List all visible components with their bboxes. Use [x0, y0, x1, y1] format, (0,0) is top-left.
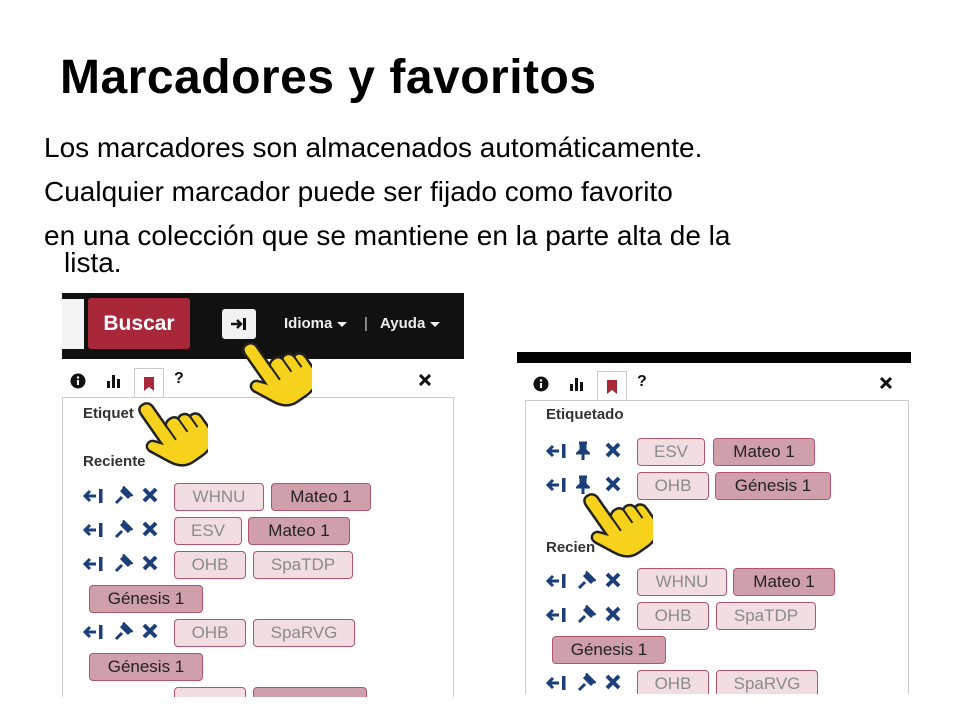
bar-chart-icon[interactable] [569, 376, 585, 392]
version-tag[interactable]: WHNU [637, 568, 727, 596]
left-screenshot [62, 293, 464, 697]
pin-icon[interactable] [113, 622, 133, 647]
passage-tag[interactable]: Mateo 1 [248, 517, 350, 545]
search-button[interactable]: Buscar [88, 298, 190, 349]
info-icon[interactable] [533, 376, 549, 392]
bookmark-row-actions [546, 441, 626, 463]
pointing-hand-icon [573, 482, 653, 564]
version-tag[interactable]: OHB [174, 619, 246, 647]
bookmark-icon [143, 376, 155, 392]
passage-tag[interactable]: Génesis 1 [715, 472, 831, 500]
language-menu[interactable]: Idioma [284, 315, 347, 332]
bookmarks-tab[interactable] [597, 371, 627, 401]
help-tab[interactable]: ? [174, 370, 184, 387]
chevron-down-icon [337, 322, 347, 327]
passage-tag[interactable]: Mateo 1 [713, 438, 815, 466]
bookmarks-panel [62, 397, 454, 697]
passage-tag[interactable]: Génesis 1 [552, 636, 666, 664]
delete-icon[interactable] [141, 520, 159, 543]
pin-icon[interactable] [576, 571, 596, 596]
passage-tag-partial[interactable] [253, 687, 367, 697]
version-tag[interactable]: OHB [174, 551, 246, 579]
bookmark-row-actions [83, 622, 163, 644]
right-screenshot [517, 352, 911, 694]
version-tag[interactable]: OHB [637, 472, 709, 500]
passage-tag[interactable]: Génesis 1 [89, 585, 203, 613]
section-tagged: Etiquetado [546, 406, 624, 423]
bookmark-row-actions [83, 486, 163, 508]
version-tag[interactable]: SpaTDP [716, 602, 816, 630]
version-tag[interactable]: ESV [174, 517, 242, 545]
close-icon[interactable] [879, 376, 893, 390]
body-line-1: Los marcadores son almacenados automáticamente. [44, 132, 703, 163]
version-tag[interactable]: OHB [637, 670, 709, 694]
delete-icon[interactable] [141, 554, 159, 577]
delete-icon[interactable] [141, 622, 159, 645]
passage-tag[interactable]: Génesis 1 [89, 653, 203, 681]
pin-icon[interactable] [113, 554, 133, 579]
pin-icon[interactable] [576, 673, 596, 694]
body-line-4: lista. [64, 247, 122, 278]
open-passage-icon[interactable] [83, 554, 105, 579]
pointing-hand-icon [128, 391, 208, 473]
bookmark-icon [606, 379, 618, 395]
open-passage-icon[interactable] [83, 486, 105, 511]
slide-body [44, 126, 924, 278]
open-passage-icon[interactable] [83, 520, 105, 545]
pinned-icon[interactable] [576, 441, 590, 466]
help-menu[interactable]: Ayuda [380, 315, 440, 332]
delete-icon[interactable] [604, 673, 622, 694]
bar-chart-icon[interactable] [106, 373, 122, 389]
version-tag[interactable]: WHNU [174, 483, 264, 511]
delete-icon[interactable] [141, 486, 159, 509]
sidebar-tabs [517, 371, 911, 401]
open-passage-icon[interactable] [83, 622, 105, 647]
open-passage-icon[interactable] [546, 673, 568, 694]
open-passage-icon[interactable] [546, 605, 568, 630]
pin-icon[interactable] [113, 520, 133, 545]
sidebar-pin-icon [230, 317, 248, 331]
pin-icon[interactable] [113, 486, 133, 511]
version-tag[interactable]: ESV [637, 438, 705, 466]
version-tag[interactable]: SpaRVG [253, 619, 355, 647]
open-passage-icon[interactable] [546, 571, 568, 596]
delete-icon[interactable] [604, 571, 622, 594]
passage-tag[interactable]: Mateo 1 [271, 483, 371, 511]
close-icon[interactable] [418, 373, 432, 387]
section-tagged: Etiquet [83, 405, 134, 422]
pointing-hand-icon [232, 331, 312, 413]
version-tag[interactable]: SpaRVG [716, 670, 818, 694]
open-passage-icon[interactable] [546, 475, 568, 500]
delete-icon[interactable] [604, 605, 622, 628]
slide-title: Marcadores y favoritos [60, 51, 597, 104]
bookmark-row-actions [546, 673, 626, 694]
pin-icon[interactable] [576, 605, 596, 630]
section-recent: Recien [546, 539, 596, 556]
bookmark-row-actions [83, 520, 163, 542]
menu-separator: | [364, 315, 368, 332]
section-recent: Reciente [83, 453, 146, 470]
open-passage-icon[interactable] [546, 441, 568, 466]
help-tab[interactable]: ? [637, 373, 647, 390]
version-tag[interactable]: SpaTDP [253, 551, 353, 579]
info-icon[interactable] [70, 373, 86, 389]
bookmark-row-actions [546, 605, 626, 627]
navbar-edge [517, 352, 911, 363]
passage-tag[interactable]: Mateo 1 [733, 568, 835, 596]
bookmark-row-actions [546, 571, 626, 593]
body-line-2: Cualquier marcador puede ser fijado como favorito [44, 176, 673, 207]
bookmark-row-actions [83, 554, 163, 576]
version-tag[interactable]: OHB [637, 602, 709, 630]
body-line-3: en una colección que se mantiene en la parte alta de la [44, 220, 731, 251]
chevron-down-icon [430, 322, 440, 327]
delete-icon[interactable] [604, 441, 622, 464]
version-tag-partial[interactable] [174, 687, 246, 697]
